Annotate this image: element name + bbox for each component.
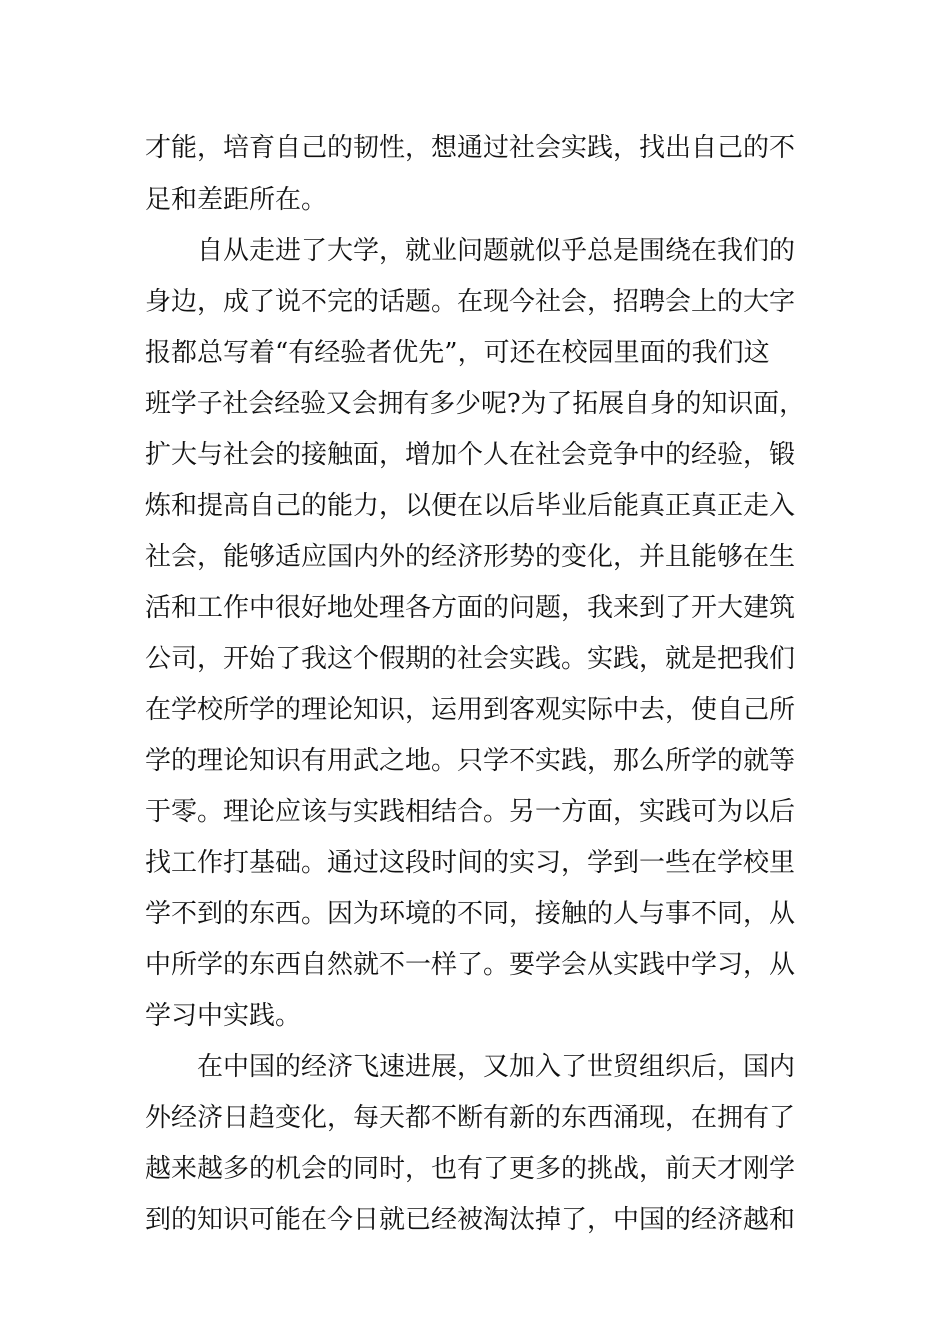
text-line [0, 486, 950, 526]
line-text: 活和工作中很好地处理各方面的问题，我来到了开大建筑 [145, 593, 796, 623]
text-line [0, 741, 950, 781]
text-line [0, 1149, 950, 1189]
line-text: 足和差距所在。 [145, 185, 328, 215]
line-text: 找工作打基础。通过这段时间的实习，学到一些在学校里 [145, 848, 796, 878]
line-text: 中所学的东西自然就不一样了。要学会从实践中学习，从 [145, 950, 796, 980]
text-line [0, 384, 950, 424]
text-line [0, 690, 950, 730]
line-text: 到的知识可能在今日就已经被淘汰掉了，中国的经济越和 [145, 1205, 796, 1235]
text-line [0, 996, 950, 1036]
text-line [0, 282, 950, 322]
line-text: 炼和提高自己的能力，以便在以后毕业后能真正真正走入 [145, 491, 796, 521]
text-line [0, 792, 950, 832]
line-text: 才能，培育自己的韧性，想通过社会实践，找出自己的不 [145, 133, 796, 163]
text-line [0, 435, 950, 475]
line-text: 于零。理论应该与实践相结合。另一方面，实践可为以后 [145, 797, 796, 827]
line-text: 越来越多的机会的同时，也有了更多的挑战，前天才刚学 [145, 1154, 796, 1184]
line-text: 公司，开始了我这个假期的社会实践。实践，就是把我们 [145, 644, 796, 674]
text-line [0, 894, 950, 934]
line-text: 社会，能够适应国内外的经济形势的变化，并且能够在生 [145, 542, 796, 572]
text-line [0, 180, 950, 220]
text-line [0, 128, 950, 168]
line-text: 身边，成了说不完的话题。在现今社会，招聘会上的大字 [145, 287, 796, 317]
line-text: 学不到的东西。因为环境的不同，接触的人与事不同，从 [145, 899, 796, 929]
text-line [0, 537, 950, 577]
text-line [0, 333, 950, 373]
line-text: 外经济日趋变化，每天都不断有新的东西涌现，在拥有了 [145, 1103, 796, 1133]
text-line [0, 231, 950, 271]
text-line [0, 843, 950, 883]
line-text: 在中国的经济飞速进展，又加入了世贸组织后，国内 [197, 1052, 796, 1082]
line-text: 报都总写着“有经验者优先”，可还在校园里面的我们这 [145, 338, 770, 368]
text-line [0, 945, 950, 985]
text-line [0, 588, 950, 628]
line-text: 在学校所学的理论知识，运用到客观实际中去，使自己所 [145, 695, 796, 725]
line-text: 学的理论知识有用武之地。只学不实践，那么所学的就等 [145, 746, 796, 776]
line-text: 学习中实践。 [145, 1001, 302, 1031]
line-text: 班学子社会经验又会拥有多少呢?为了拓展自身的知识面， [145, 389, 805, 419]
text-line [0, 1200, 950, 1240]
line-text: 自从走进了大学，就业问题就似乎总是围绕在我们的 [197, 236, 796, 266]
text-line [0, 1098, 950, 1138]
text-line [0, 1047, 950, 1087]
line-text: 扩大与社会的接触面，增加个人在社会竞争中的经验，锻 [145, 440, 796, 470]
text-line [0, 639, 950, 679]
